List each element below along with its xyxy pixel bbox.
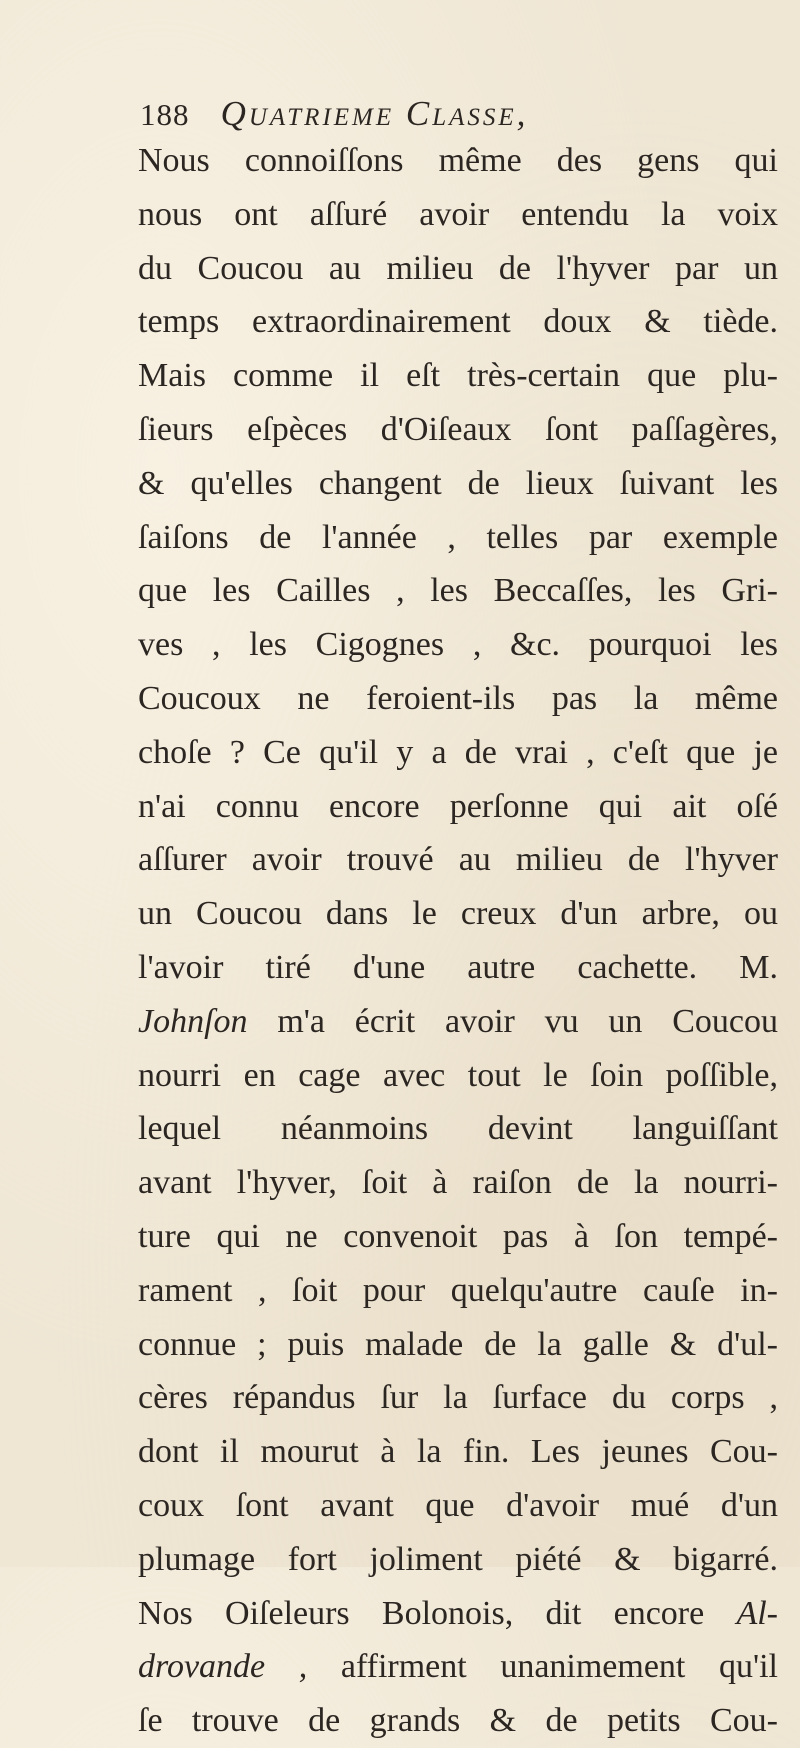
- text-segment: Nos Oiſeleurs Bolonois, dit encore: [138, 1594, 737, 1632]
- text-line: [138, 833, 778, 887]
- text-segment: dont il mourut à la fin. Les jeunes Cou-: [138, 1433, 778, 1471]
- italic-text: Johnſon: [138, 1002, 248, 1040]
- text-segment: que les Cailles , les Beccaſſes, les Gri-: [138, 572, 778, 610]
- text-line: [138, 349, 778, 403]
- text-segment: nous ont aſſuré avoir entendu la voix: [138, 195, 778, 233]
- text-segment: ſaiſons de l'année , telles par exemple: [138, 518, 778, 556]
- text-segment: du Coucou au milieu de l'hyver par un: [138, 249, 778, 287]
- text-line: [138, 1533, 778, 1587]
- text-line: [138, 134, 778, 188]
- text-segment: l'avoir tiré d'une autre cachette. M.: [138, 948, 778, 986]
- text-line: [138, 1210, 778, 1264]
- text-line: [138, 995, 778, 1049]
- text-segment: m'a écrit avoir vu un Coucou: [247, 1002, 778, 1040]
- text-segment: un Coucou dans le creux d'un arbre, ou: [138, 895, 778, 933]
- text-line: [138, 1640, 778, 1694]
- text-line: [138, 780, 778, 834]
- text-segment: ſieurs eſpèces d'Oiſeaux ſont paſſagères,: [138, 410, 778, 448]
- text-line: [138, 564, 778, 618]
- text-segment: Nous connoiſſons même des gens qui: [138, 142, 778, 179]
- text-line: [138, 941, 778, 995]
- text-segment: ves , les Cigognes , &c. pourquoi les: [138, 626, 778, 664]
- text-line: [138, 1102, 778, 1156]
- text-line: [138, 457, 778, 511]
- running-title: Quatrieme Classe,: [220, 94, 529, 133]
- text-segment: n'ai connu encore perſonne qui ait oſé: [138, 787, 778, 825]
- text-segment: plumage fort joliment piété & bigarré.: [138, 1540, 778, 1578]
- italic-text: drovande ,: [138, 1648, 308, 1686]
- text-line: [138, 1318, 778, 1372]
- text-line: [138, 1587, 778, 1641]
- text-segment: Mais comme il eſt très-certain que plu-: [138, 357, 778, 395]
- body-text: [138, 134, 778, 1748]
- text-line: [138, 1264, 778, 1318]
- text-line: [138, 295, 778, 349]
- text-line: [138, 1049, 778, 1103]
- text-line: [138, 672, 778, 726]
- text-segment: & qu'elles changent de lieux ſuivant les: [138, 464, 778, 502]
- text-line: [138, 1425, 778, 1479]
- page-number: 188: [140, 97, 190, 132]
- text-segment: temps extraordinairement doux & tiède.: [138, 303, 778, 341]
- text-line: [138, 1371, 778, 1425]
- text-segment: cères répandus ſur la ſurface du corps ,: [138, 1379, 778, 1417]
- text-segment: ſe trouve de grands & de petits Cou-: [138, 1702, 778, 1740]
- text-segment: ture qui ne convenoit pas à ſon tempé-: [138, 1217, 778, 1255]
- text-segment: Coucoux ne feroient-ils pas la même: [138, 679, 778, 717]
- text-line: [138, 1479, 778, 1533]
- text-segment: aſſurer avoir trouvé au milieu de l'hyver: [138, 841, 778, 879]
- text-line: [138, 618, 778, 672]
- text-segment: coux ſont avant que d'avoir mué d'un: [138, 1486, 778, 1524]
- text-segment: rament , ſoit pour quelqu'autre cauſe in-: [138, 1271, 778, 1309]
- text-line: [138, 726, 778, 780]
- text-segment: affirment unanimement qu'il: [307, 1648, 778, 1686]
- text-line: [138, 1156, 778, 1210]
- text-line: [138, 887, 778, 941]
- text-line: [138, 1694, 778, 1748]
- text-segment: lequel néanmoins devint languiſſant: [138, 1110, 778, 1148]
- text-line: [138, 403, 778, 457]
- italic-text: Al-: [736, 1594, 778, 1632]
- text-segment: nourri en cage avec tout le ſoin poſſible,: [138, 1056, 778, 1094]
- text-line: [138, 511, 778, 565]
- text-segment: connue ; puis malade de la galle & d'ul-: [138, 1325, 778, 1363]
- text-line: [138, 242, 778, 296]
- text-line: [138, 188, 778, 242]
- text-segment: choſe ? Ce qu'il y a de vrai , c'eſt que je: [138, 733, 778, 771]
- text-segment: avant l'hyver, ſoit à raiſon de la nourri-: [138, 1164, 778, 1202]
